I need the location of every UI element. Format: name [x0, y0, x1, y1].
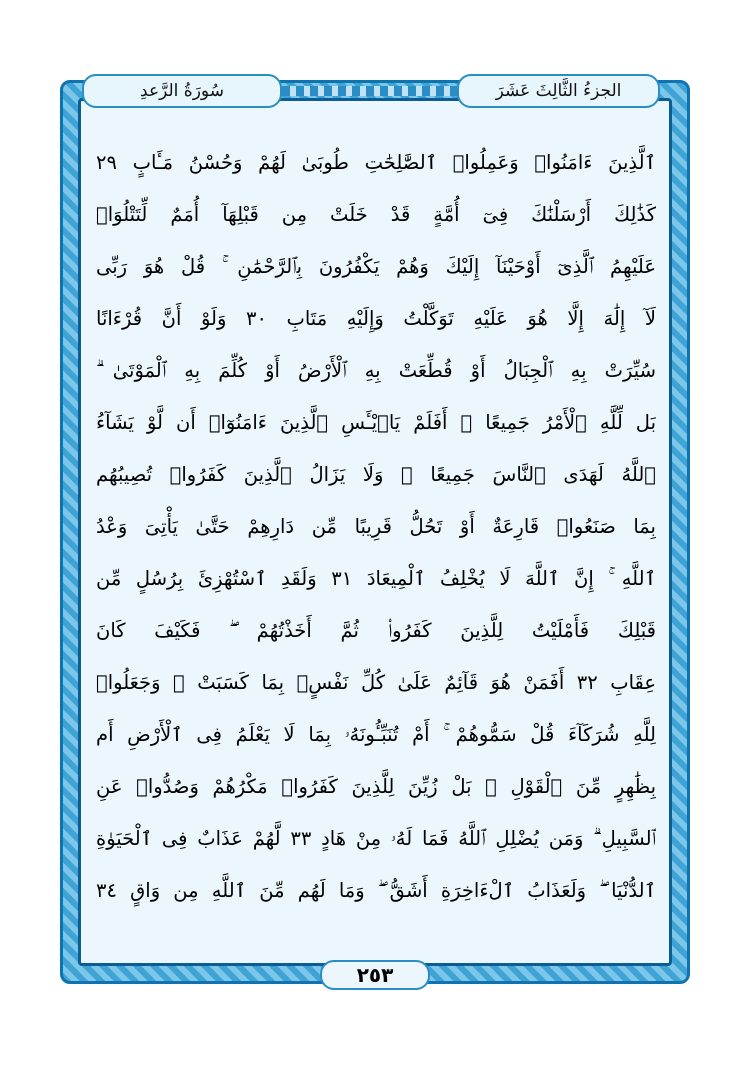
- verse-line: ٱلدُّنْيَا ۖ وَلَعَذَابُ ٱلْءَاخِرَةِ أَشَقُّ ۖ وَمَا لَهُم مِّنَ ٱللَّهِ مِن وَاقٍ ٣٤: [96, 879, 656, 902]
- verse-line: قَبْلِكَ فَأَمْلَيْتُ لِلَّذِينَ كَفَرُوا۟ ثُمَّ أَخَذْتُهُمْ ۖ فَكَيْفَ كَانَ: [96, 619, 656, 642]
- surah-name-header: [82, 74, 282, 108]
- verse-line: ٱللَّهُ لَهَدَى ٱلنَّاسَ جَمِيعًا ۗ وَلَا يَزَالُ ٱلَّذِينَ كَفَرُوا۟ تُصِيبُهُم: [96, 463, 656, 486]
- surah-name-label: سُورَةُ الرَّعدِ: [140, 81, 224, 101]
- verse-line: بِظَٰهِرٍ مِّنَ ٱلْقَوْلِ ۗ بَلْ زُيِّنَ لِلَّذِينَ كَفَرُوا۟ مَكْرُهُمْ وَصُدُّوا۟ عَنِ: [96, 775, 656, 798]
- verse-line: كَذَٰلِكَ أَرْسَلْنَٰكَ فِىٓ أُمَّةٍ قَدْ خَلَتْ مِن قَبْلِهَآ أُمَمٌ لِّتَتْلُوَا۟: [96, 203, 656, 226]
- juz-header: [457, 74, 660, 108]
- verse-line: بَل لِّلَّهِ ٱلْأَمْرُ جَمِيعًا ۗ أَفَلَمْ يَا۟يْـَٔسِ ٱلَّذِينَ ءَامَنُوٓا۟ أَن لَّوْ يَشَآءُ: [96, 411, 656, 434]
- verse-line: سُيِّرَتْ بِهِ ٱلْجِبَالُ أَوْ قُطِّعَتْ بِهِ ٱلْأَرْضُ أَوْ كُلِّمَ بِهِ ٱلْمَوْتَىٰ ۗ: [96, 359, 656, 382]
- verse-line: ٱللَّهِ ۚ إِنَّ ٱللَّهَ لَا يُخْلِفُ ٱلْمِيعَادَ ٣١ وَلَقَدِ ٱسْتُهْزِئَ بِرُسُلٍ مِّن: [96, 567, 656, 590]
- verse-line: لَآ إِلَٰهَ إِلَّا هُوَ عَلَيْهِ تَوَكَّلْتُ وَإِلَيْهِ مَتَابِ ٣٠ وَلَوْ أَنَّ قُرْءَانًا: [96, 307, 656, 330]
- verse-line: ٱلسَّبِيلِ ۗ وَمَن يُضْلِلِ ٱللَّهُ فَمَا لَهُۥ مِنْ هَادٍ ٣٣ لَّهُمْ عَذَابٌ فِى ٱلْحَيَوٰةِ: [96, 827, 656, 850]
- page-number: ٢٥٣: [320, 960, 430, 990]
- verse-line: لِلَّهِ شُرَكَآءَ قُلْ سَمُّوهُمْ ۚ أَمْ تُنَبِّـُٔونَهُۥ بِمَا لَا يَعْلَمُ فِى ٱلْأَرْضِ أَم: [96, 723, 656, 746]
- header-ornament: [282, 86, 457, 96]
- verse-text-area: [96, 140, 656, 940]
- verse-line: عَلَيْهِمُ ٱلَّذِىٓ أَوْحَيْنَآ إِلَيْكَ وَهُمْ يَكْفُرُونَ بِٱلرَّحْمَٰنِ ۚ قُلْ هُوَ رَبِّى: [96, 255, 656, 278]
- verse-line: ٱلَّذِينَ ءَامَنُوا۟ وَعَمِلُوا۟ ٱلصَّٰلِحَٰتِ طُوبَىٰ لَهُمْ وَحُسْنُ مَـَٔابٍ ٢٩: [96, 151, 656, 174]
- verse-line: بِمَا صَنَعُوا۟ قَارِعَةٌ أَوْ تَحُلُّ قَرِيبًا مِّن دَارِهِمْ حَتَّىٰ يَأْتِىَ وَعْدُ: [96, 515, 656, 538]
- juz-label: الجزءُ الثَّالِثَ عَشَرَ: [495, 81, 622, 101]
- verse-line: عِقَابِ ٣٢ أَفَمَنْ هُوَ قَآئِمٌ عَلَىٰ كُلِّ نَفْسٍۭ بِمَا كَسَبَتْ ۗ وَجَعَلُوا۟: [96, 671, 656, 694]
